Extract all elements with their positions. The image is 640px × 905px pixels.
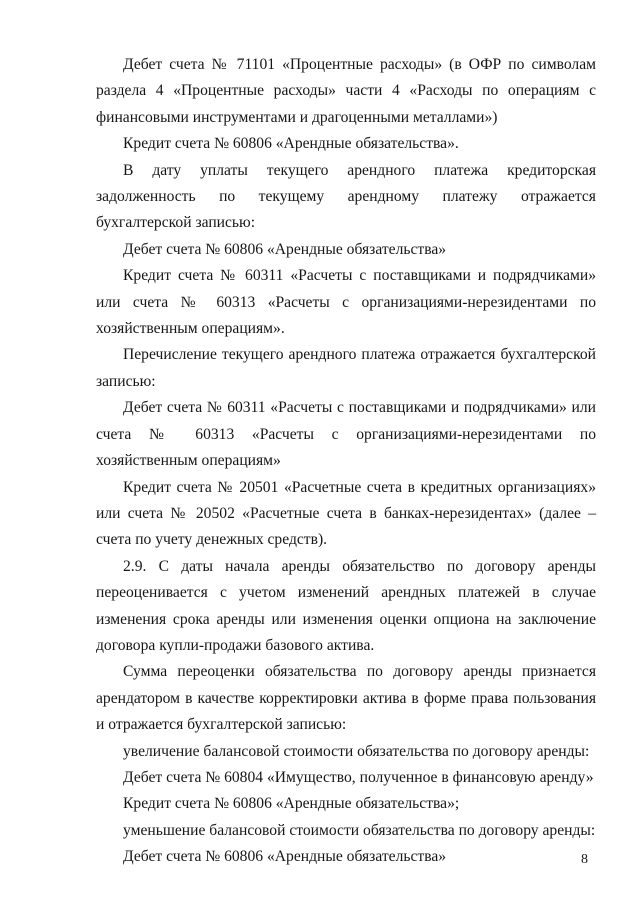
page-number: 8 <box>581 852 588 867</box>
document-body <box>96 52 596 871</box>
paragraph-credit-20501: Кредит счета № 20501 «Расчетные счета в кредитных организациях» или счета № 20502 «Расчетные счета в банках-нерезидентах» (далее – счета по учету денежных средств). <box>96 478 596 549</box>
paragraph-decrease: уменьшение балансовой стоимости обязательства по договору аренды: <box>123 821 596 839</box>
paragraph-debit-71101: Дебет счета № 71101 «Процентные расходы» (в ОФР по символам раздела 4 «Процентные расходы» части 4 «Расходы по операциям с финансовыми инструментами и драгоценными металлами») <box>96 56 596 126</box>
paragraph-transfer: Перечисление текущего арендного платежа отражается бухгалтерской записью: <box>96 346 596 390</box>
paragraph-credit-60806: Кредит счета № 60806 «Арендные обязательства». <box>123 135 459 153</box>
paragraph-revaluation: Сумма переоценки обязательства по договору аренды признается арендатором в качестве корректировки актива в форме права пользования и отражается бухгалтерской записью: <box>96 663 596 734</box>
paragraph-debit-60804: Дебет счета № 60804 «Имущество, полученное в финансовую аренду» <box>123 768 594 786</box>
paragraph-payment-date: В дату уплаты текущего арендного платежа кредиторская задолженность по текущему арендному платежу отражается бухгалтерской записью: <box>96 161 596 232</box>
paragraph-increase: увеличение балансовой стоимости обязательства по договору аренды: <box>123 742 590 760</box>
paragraph-debit-60806-second: Дебет счета № 60806 «Арендные обязательства» <box>123 848 447 866</box>
paragraph-credit-60311: Кредит счета № 60311 «Расчеты с поставщиками и подрядчиками» или счета № 60313 «Расчеты с организациями-нерезидентами по хозяйственным операциям». <box>96 267 596 338</box>
paragraph-debit-60311: Дебет счета № 60311 «Расчеты с поставщиками и подрядчиками» или счета № 60313 «Расчеты с организациями-нерезидентами по хозяйственным операциям» <box>96 399 596 470</box>
paragraph-credit-60806-second: Кредит счета № 60806 «Арендные обязательства»; <box>123 795 460 813</box>
paragraph-debit-60806: Дебет счета № 60806 «Арендные обязательства» <box>123 240 447 258</box>
paragraph-section-2-9: 2.9. С даты начала аренды обязательство по договору аренды переоценивается с учетом изменений арендных платежей в случае изменения срока аренды или изменения оценки опциона на заключение договора купли-продажи базового актива. <box>96 557 596 654</box>
